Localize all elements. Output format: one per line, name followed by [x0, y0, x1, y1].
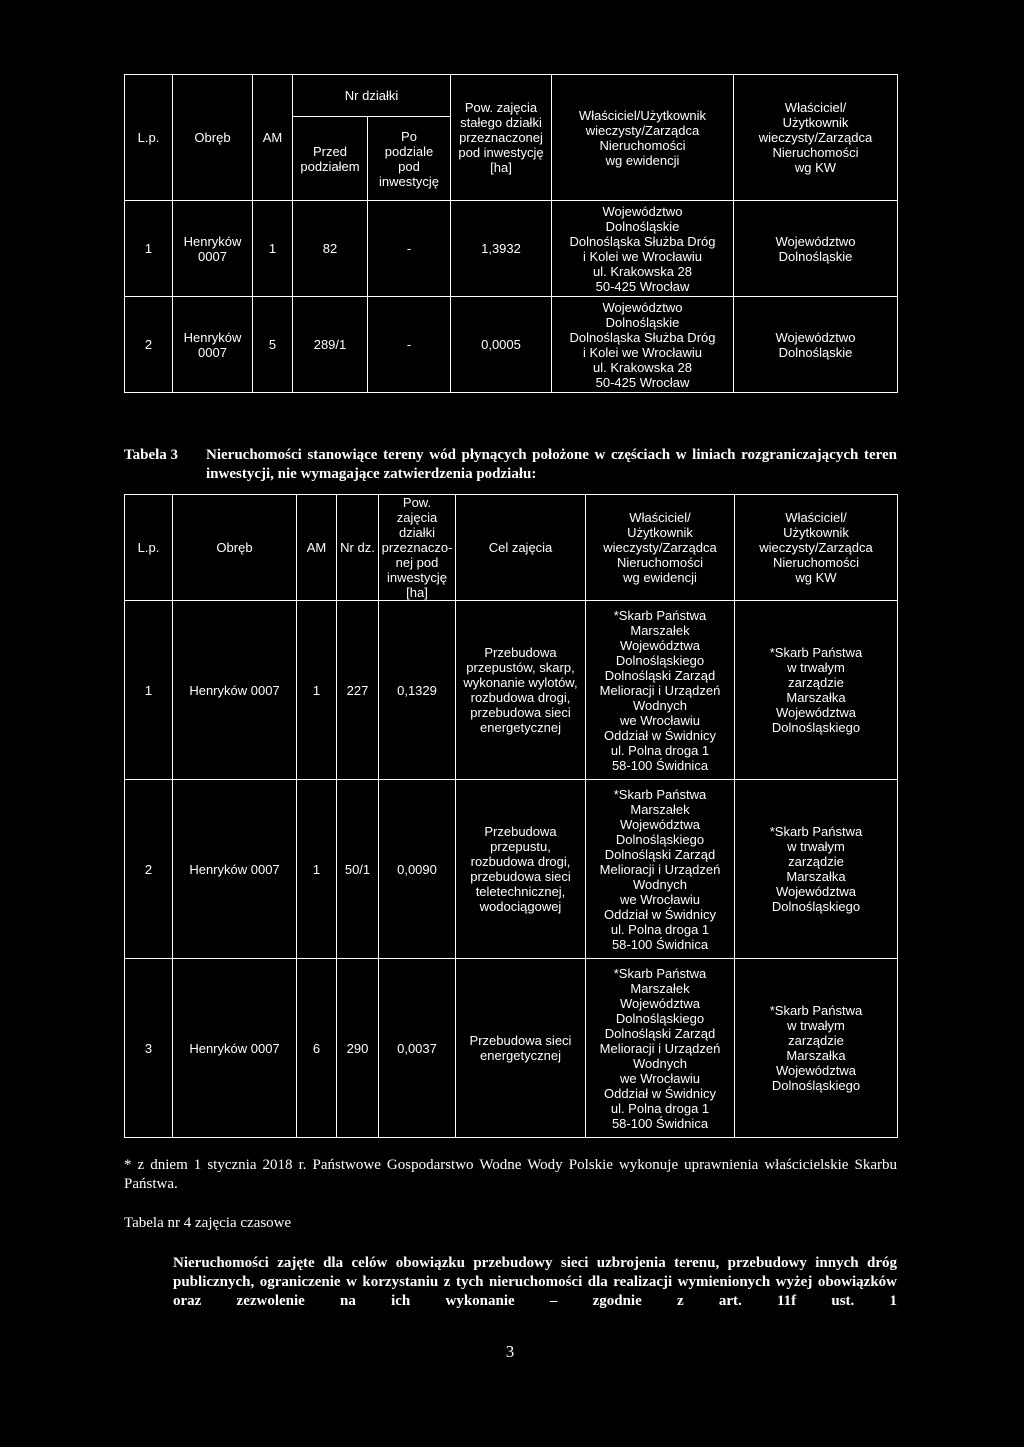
header-cel: Cel zajęcia [456, 495, 586, 601]
cell-obreb: Henryków 0007 [173, 780, 297, 959]
cell-owner-kw: Województwo Dolnośląskie [734, 297, 898, 393]
page-number: 3 [505, 1342, 515, 1361]
cell-owner-registry: Województwo Dolnośląskie Dolnośląska Służba Dróg i Kolei we Wrocławiu ul. Krakowska 28 50-425 Wrocław [552, 297, 734, 393]
tabela3-text: Nieruchomości stanowiące tereny wód płynących położone w częściach w liniach rozgraniczających teren inwestycji, nie wymagające zatwierdzenia podziału: [206, 447, 897, 482]
table-row [125, 201, 898, 297]
table-row [125, 601, 898, 780]
header-owner-registry: Właściciel/Użytkownik wieczysty/Zarządca Nieruchomości wg ewidencji [552, 75, 734, 201]
cell-owner-registry: *Skarb Państwa Marszałek Województwa Dolnośląskiego Dolnośląski Zarząd Melioracji i Urządzeń Wodnych we Wrocławiu Oddział w Świdnicy ul. Polna droga 1 58-100 Świdnica [586, 601, 735, 780]
cell-pow: 0,1329 [379, 601, 456, 780]
header-owner-kw: Właściciel/ Użytkownik wieczysty/Zarządca Nieruchomości wg KW [735, 495, 898, 601]
cell-owner-registry: Województwo Dolnośląskie Dolnośląska Służba Dróg i Kolei we Wrocławiu ul. Krakowska 28 50-425 Wrocław [552, 201, 734, 297]
cell-am: 6 [297, 959, 337, 1138]
cell-owner-kw: *Skarb Państwa w trwałym zarządzie Marszałka Województwa Dolnośląskiego [735, 780, 898, 959]
cell-am: 1 [297, 780, 337, 959]
header-pow: Pow. zajęcia działki przeznaczo- nej pod inwestycję [ha] [379, 495, 456, 601]
parcels-table [124, 74, 898, 393]
header-przed: Przed podziałem [293, 117, 368, 201]
tabela4-title: Tabela nr 4 zajęcia czasowe [124, 1215, 292, 1231]
header-nr: Nr dz. [337, 495, 379, 601]
cell-po: - [368, 201, 451, 297]
header-po: Po podziale pod inwestycję [368, 117, 451, 201]
cell-obreb: Henryków 0007 [173, 297, 253, 393]
cell-am: 5 [253, 297, 293, 393]
cell-lp: 2 [125, 297, 173, 393]
cell-owner-kw: *Skarb Państwa w trwałym zarządzie Marszałka Województwa Dolnośląskiego [735, 959, 898, 1138]
footnote: * z dniem 1 stycznia 2018 r. Państwowe Gospodarstwo Wodne Wody Polskie wykonuje uprawnienia właścicielskie Skarbu Państwa. [124, 1157, 897, 1192]
header-am: AM [253, 75, 293, 201]
tabela4-text: Nieruchomości zajęte dla celów obowiązku przebudowy sieci uzbrojenia terenu, przebudowy innych dróg publicznych, ograniczenie w korzystaniu z tych nieruchomości dla realizacji wymienionych wyżej obowiązków oraz zezwolenie na ich wykonanie – zgodnie z art. 11f ust. 1 [173, 1255, 897, 1309]
header-owner-kw: Właściciel/ Użytkownik wieczysty/Zarządca Nieruchomości wg KW [734, 75, 898, 201]
water-parcels-table [124, 494, 898, 1138]
header-obreb: Obręb [173, 75, 253, 201]
cell-lp: 1 [125, 201, 173, 297]
cell-cel: Przebudowa przepustów, skarp, wykonanie wylotów, rozbudowa drogi, przebudowa sieci energetycznej [456, 601, 586, 780]
tabela3-label: Tabela 3 [124, 447, 179, 463]
cell-obreb: Henryków 0007 [173, 601, 297, 780]
cell-owner-kw: *Skarb Państwa w trwałym zarządzie Marszałka Województwa Dolnośląskiego [735, 601, 898, 780]
cell-owner-registry: *Skarb Państwa Marszałek Województwa Dolnośląskiego Dolnośląski Zarząd Melioracji i Urządzeń Wodnych we Wrocławiu Oddział w Świdnicy ul. Polna droga 1 58-100 Świdnica [586, 959, 735, 1138]
cell-pow: 0,0090 [379, 780, 456, 959]
cell-lp: 1 [125, 601, 173, 780]
cell-am: 1 [297, 601, 337, 780]
cell-owner-kw: Województwo Dolnośląskie [734, 201, 898, 297]
header-obreb: Obręb [173, 495, 297, 601]
cell-lp: 2 [125, 780, 173, 959]
cell-po: - [368, 297, 451, 393]
cell-cel: Przebudowa przepustu, rozbudowa drogi, przebudowa sieci teletechnicznej, wodociągowej [456, 780, 586, 959]
header-pow: Pow. zajęcia stałego działki przeznaczonej pod inwestycję [ha] [451, 75, 552, 201]
cell-lp: 3 [125, 959, 173, 1138]
header-nr-dzialki: Nr działki [293, 75, 451, 117]
cell-pow: 1,3932 [451, 201, 552, 297]
header-lp: L.p. [125, 75, 173, 201]
cell-nr: 227 [337, 601, 379, 780]
table-row [125, 959, 898, 1138]
cell-obreb: Henryków 0007 [173, 959, 297, 1138]
header-lp: L.p. [125, 495, 173, 601]
cell-przed: 82 [293, 201, 368, 297]
tabela3-caption [124, 446, 897, 484]
cell-obreb: Henryków 0007 [173, 201, 253, 297]
cell-przed: 289/1 [293, 297, 368, 393]
table-row [125, 780, 898, 959]
cell-nr: 290 [337, 959, 379, 1138]
cell-nr: 50/1 [337, 780, 379, 959]
header-am: AM [297, 495, 337, 601]
cell-am: 1 [253, 201, 293, 297]
cell-owner-registry: *Skarb Państwa Marszałek Województwa Dolnośląskiego Dolnośląski Zarząd Melioracji i Urządzeń Wodnych we Wrocławiu Oddział w Świdnicy ul. Polna droga 1 58-100 Świdnica [586, 780, 735, 959]
cell-pow: 0,0005 [451, 297, 552, 393]
table-row [125, 297, 898, 393]
header-owner-registry: Właściciel/ Użytkownik wieczysty/Zarządca Nieruchomości wg ewidencji [586, 495, 735, 601]
cell-pow: 0,0037 [379, 959, 456, 1138]
cell-cel: Przebudowa sieci energetycznej [456, 959, 586, 1138]
